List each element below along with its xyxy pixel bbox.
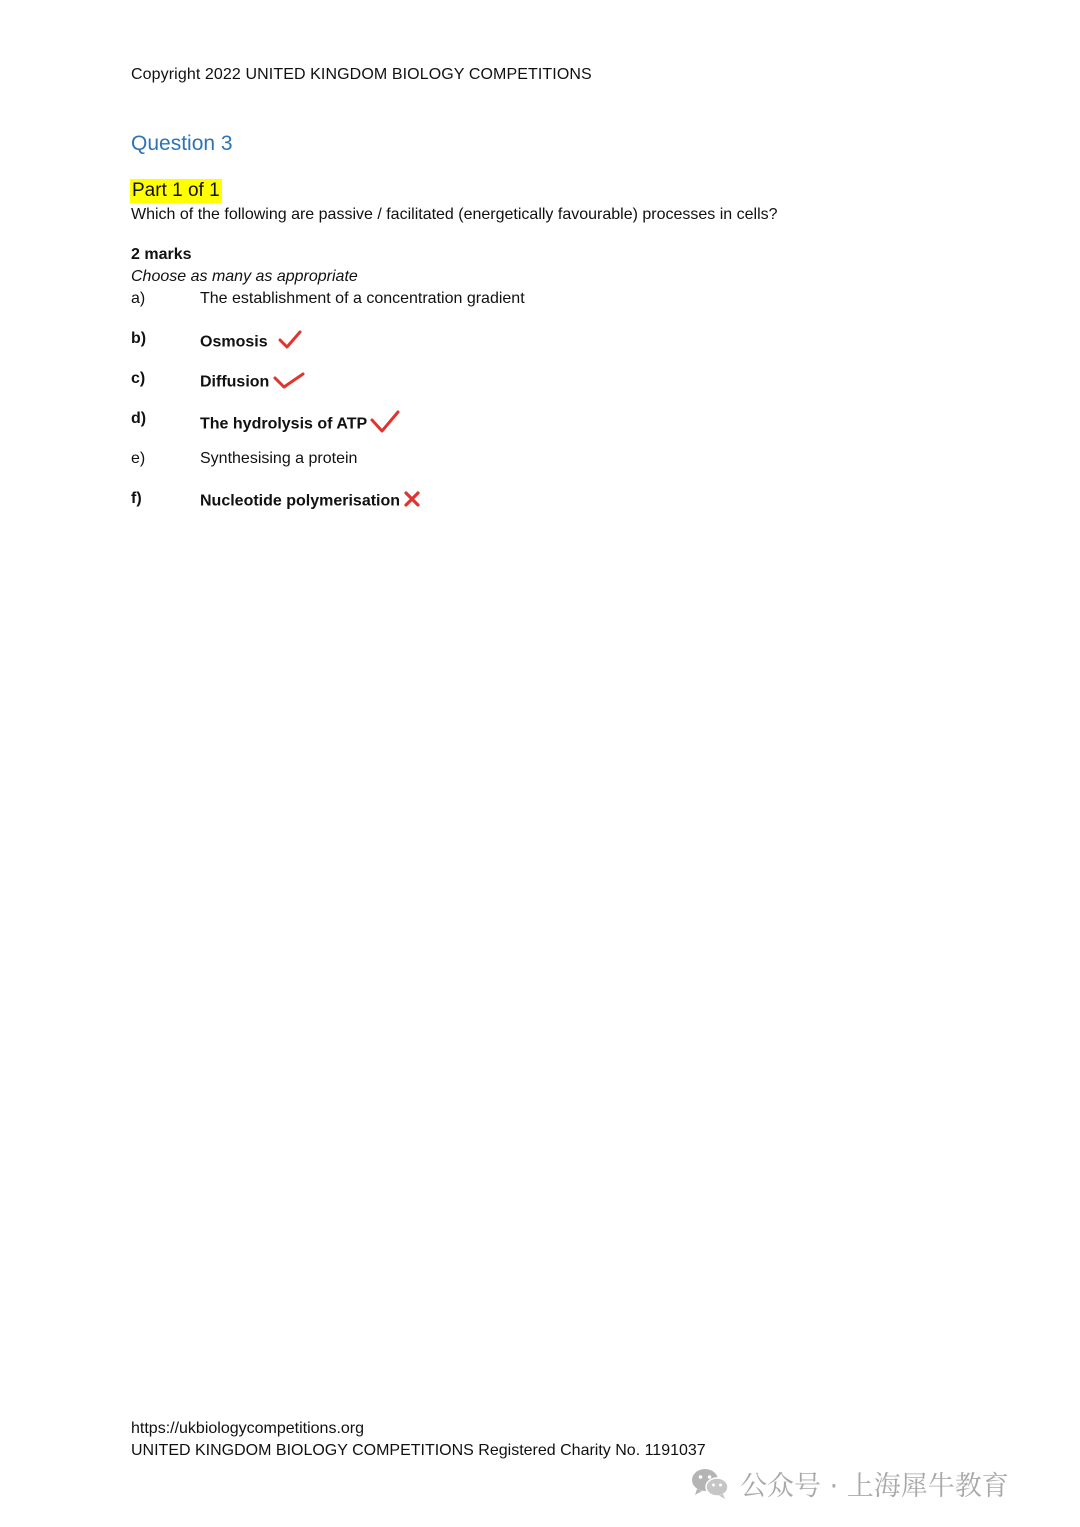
option-text: Osmosis: [200, 333, 268, 351]
option-text-wrap: [200, 370, 305, 395]
question-text: Which of the following are passive / facilitated (energetically favourable) processes in cells?: [131, 206, 778, 223]
check-mark-icon: [370, 410, 400, 439]
option-b: [131, 330, 731, 354]
option-text-wrap: [200, 330, 302, 355]
option-letter: e): [131, 450, 146, 467]
part-title: Part 1 of 1: [132, 180, 220, 201]
option-letter: a): [131, 290, 146, 307]
option-d: [131, 410, 731, 434]
wechat-icon: [690, 1466, 730, 1500]
option-letter: b): [131, 330, 147, 347]
question-title: Question 3: [131, 132, 233, 155]
option-text-wrap: [200, 450, 357, 468]
option-e: [131, 450, 731, 474]
marks-label: 2 marks: [131, 246, 192, 263]
option-f: [131, 490, 731, 514]
check-mark-icon: [273, 370, 305, 395]
copyright-header: Copyright 2022 UNITED KINGDOM BIOLOGY COMPETITIONS: [131, 66, 592, 83]
option-text: Nucleotide polymerisation: [200, 492, 401, 510]
footer-url: https://ukbiologycompetitions.org: [131, 1420, 365, 1437]
instruction-text: Choose as many as appropriate: [131, 268, 358, 285]
option-text: Synthesising a protein: [200, 450, 358, 467]
cross-mark-icon: [403, 490, 421, 513]
watermark-text: 公众号 · 上海犀牛教育: [740, 1470, 1009, 1502]
option-a: [131, 290, 731, 314]
option-c: [131, 370, 731, 394]
check-mark-icon: [278, 330, 302, 355]
option-text: Diffusion: [200, 373, 270, 391]
option-text: The hydrolysis of ATP: [200, 415, 368, 433]
option-text-wrap: [200, 490, 421, 513]
option-letter: f): [131, 490, 142, 507]
footer-charity: UNITED KINGDOM BIOLOGY COMPETITIONS Registered Charity No. 1191037: [131, 1442, 706, 1459]
option-letter: c): [131, 370, 146, 387]
option-letter: d): [131, 410, 147, 427]
watermark: [690, 1463, 1009, 1503]
option-text-wrap: [200, 290, 525, 308]
option-text-wrap: [200, 410, 400, 439]
option-text: The establishment of a concentration gradient: [200, 290, 525, 307]
